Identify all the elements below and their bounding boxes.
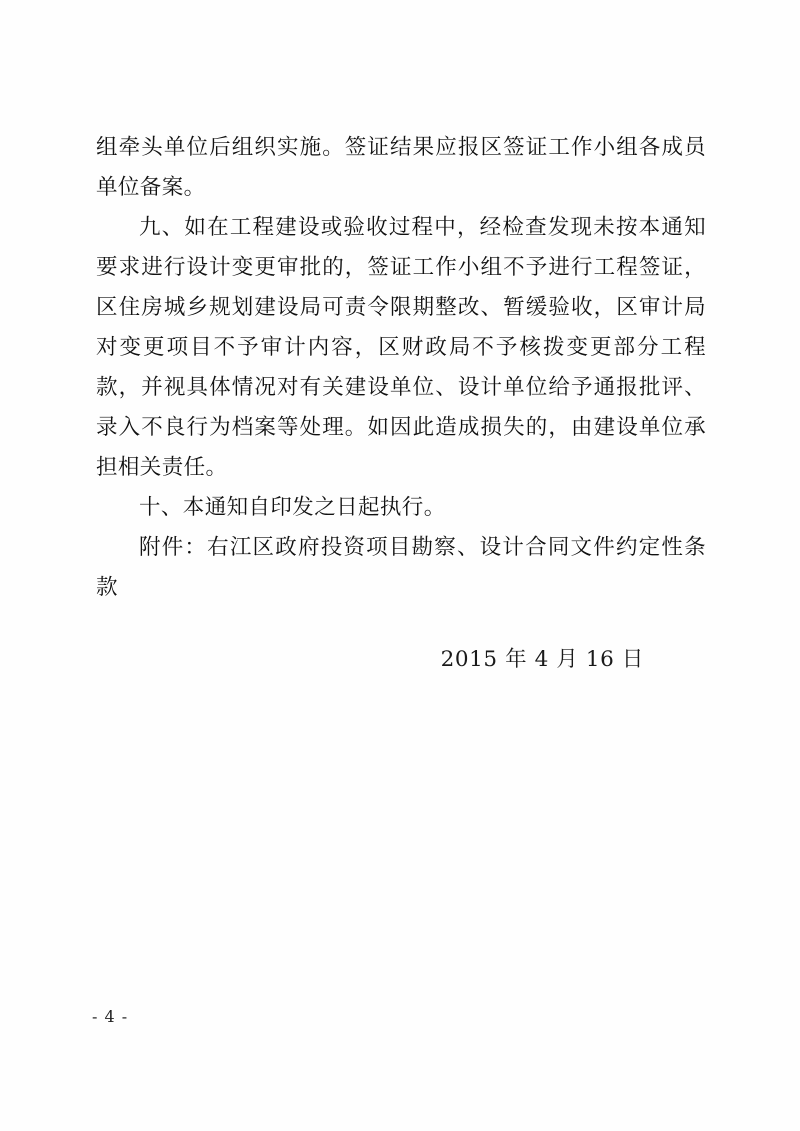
attachment-line: 附件：右江区政府投资项目勘察、设计合同文件约定性条款 bbox=[96, 535, 706, 600]
paragraph-article-ten: 十、本通知自印发之日起执行。 bbox=[139, 495, 446, 520]
paragraph-article-nine: 九、如在工程建设或验收过程中，经检查发现未按本通知要求进行设计变更审批的，签证工作小组不予进行工程签证，区住房城乡规划建设局可责令限期整改、暂缓验收，区审计局对变更项目不予审计内容，区财政局不予核拨变更部分工程款，并视具体情况对有关建设单位、设计单位给予通报批评、录入不良行为档案等处理。如因此造成损失的，由建设单位承担相关责任。 bbox=[96, 215, 706, 480]
document-date: 2015 年 4 月 16 日 bbox=[440, 647, 644, 672]
page-number: - 4 - bbox=[92, 1007, 129, 1026]
paragraph-continued: 组牵头单位后组织实施。签证结果应报区签证工作小组各成员单位备案。 bbox=[96, 135, 706, 200]
document-body bbox=[96, 128, 706, 608]
date-block bbox=[96, 640, 706, 680]
